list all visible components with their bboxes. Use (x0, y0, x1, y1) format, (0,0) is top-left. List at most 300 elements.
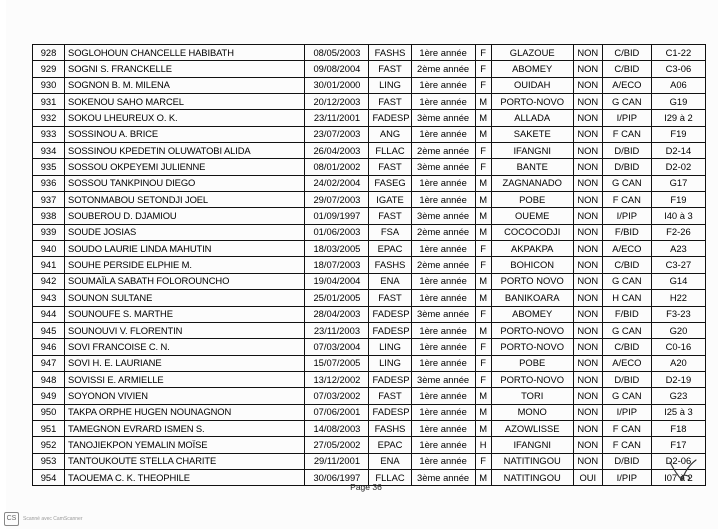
room-block-cell: D/BID (602, 143, 651, 159)
origin-city-cell: BANTE (491, 159, 573, 175)
birth-date-cell: 30/01/2000 (305, 77, 369, 93)
room-code-cell: C1-22 (651, 45, 705, 61)
birth-date-cell: 08/05/2003 (305, 45, 369, 61)
sex-cell: M (475, 175, 491, 191)
faculty-cell: FADESP (369, 306, 411, 322)
faculty-cell: EPAC (369, 437, 411, 453)
room-block-cell: F CAN (602, 420, 651, 436)
sex-cell: F (475, 143, 491, 159)
birth-date-cell: 26/04/2003 (305, 143, 369, 159)
status-flag-cell: NON (573, 77, 602, 93)
room-block-cell: G CAN (602, 273, 651, 289)
sex-cell: F (475, 45, 491, 61)
scanner-watermark (4, 512, 82, 526)
row-number-cell: 936 (33, 175, 65, 191)
row-number-cell: 953 (33, 453, 65, 469)
student-name-cell: SOKOU LHEUREUX O. K. (65, 110, 305, 126)
sex-cell: F (475, 159, 491, 175)
room-code-cell: I29 à 2 (651, 110, 705, 126)
table-row (33, 94, 706, 110)
study-year-cell: 2ème année (411, 61, 475, 77)
table-row (33, 110, 706, 126)
student-name-cell: SOVI FRANCOISE C. N. (65, 339, 305, 355)
birth-date-cell: 07/03/2004 (305, 339, 369, 355)
faculty-cell: ENA (369, 453, 411, 469)
faculty-cell: FSA (369, 224, 411, 240)
birth-date-cell: 23/11/2003 (305, 322, 369, 338)
status-flag-cell: NON (573, 208, 602, 224)
room-block-cell: I/PIP (602, 469, 651, 485)
study-year-cell: 1ère année (411, 290, 475, 306)
study-year-cell: 1ère année (411, 94, 475, 110)
birth-date-cell: 30/06/1997 (305, 469, 369, 485)
study-year-cell: 2ème année (411, 224, 475, 240)
faculty-cell: FAST (369, 208, 411, 224)
table-row (33, 355, 706, 371)
sex-cell: M (475, 420, 491, 436)
status-flag-cell: NON (573, 420, 602, 436)
study-year-cell: 3ème année (411, 371, 475, 387)
sex-cell: M (475, 126, 491, 142)
room-block-cell: H CAN (602, 290, 651, 306)
origin-city-cell: MONO (491, 404, 573, 420)
faculty-cell: FASHS (369, 257, 411, 273)
room-code-cell: G17 (651, 175, 705, 191)
student-name-cell: SOYONON VIVIEN (65, 388, 305, 404)
room-block-cell: F CAN (602, 192, 651, 208)
sex-cell: M (475, 290, 491, 306)
status-flag-cell: NON (573, 306, 602, 322)
row-number-cell: 937 (33, 192, 65, 208)
table-row (33, 241, 706, 257)
student-name-cell: TAMEGNON EVRARD ISMEN S. (65, 420, 305, 436)
origin-city-cell: BANIKOARA (491, 290, 573, 306)
room-block-cell: I/PIP (602, 110, 651, 126)
birth-date-cell: 25/01/2005 (305, 290, 369, 306)
student-name-cell: SOSSINOU KPEDETIN OLUWATOBI ALIDA (65, 143, 305, 159)
origin-city-cell: SAKETE (491, 126, 573, 142)
student-name-cell: SOSSINOU A. BRICE (65, 126, 305, 142)
room-block-cell: C/BID (602, 61, 651, 77)
room-code-cell: F2-26 (651, 224, 705, 240)
row-number-cell: 954 (33, 469, 65, 485)
student-name-cell: SOUBEROU D. DJAMIOU (65, 208, 305, 224)
origin-city-cell: NATITINGOU (491, 453, 573, 469)
room-code-cell: I40 à 3 (651, 208, 705, 224)
faculty-cell: IGATE (369, 192, 411, 208)
student-name-cell: SOGNON B. M. MILENA (65, 77, 305, 93)
status-flag-cell: NON (573, 94, 602, 110)
row-number-cell: 935 (33, 159, 65, 175)
study-year-cell: 3ème année (411, 306, 475, 322)
student-name-cell: SOUHE PERSIDE ELPHIE M. (65, 257, 305, 273)
faculty-cell: FAST (369, 388, 411, 404)
faculty-cell: FADESP (369, 371, 411, 387)
row-number-cell: 931 (33, 94, 65, 110)
origin-city-cell: COCOCODJI (491, 224, 573, 240)
row-number-cell: 948 (33, 371, 65, 387)
study-year-cell: 1ère année (411, 241, 475, 257)
room-code-cell: I07 à 2 (651, 469, 705, 485)
table-row (33, 45, 706, 61)
status-flag-cell: OUI (573, 469, 602, 485)
sex-cell: M (475, 94, 491, 110)
status-flag-cell: NON (573, 437, 602, 453)
origin-city-cell: POBE (491, 192, 573, 208)
room-code-cell: I25 à 3 (651, 404, 705, 420)
birth-date-cell: 09/08/2004 (305, 61, 369, 77)
origin-city-cell: PORTO-NOVO (491, 371, 573, 387)
origin-city-cell: PORTO-NOVO (491, 339, 573, 355)
room-code-cell: H22 (651, 290, 705, 306)
row-number-cell: 939 (33, 224, 65, 240)
student-name-cell: SOGNI S. FRANCKELLE (65, 61, 305, 77)
status-flag-cell: NON (573, 175, 602, 191)
student-name-cell: SOTONMABOU SETONDJI JOEL (65, 192, 305, 208)
sex-cell: M (475, 404, 491, 420)
origin-city-cell: OUEME (491, 208, 573, 224)
student-name-cell: TANOJIEKPON YEMALIN MOÏSE (65, 437, 305, 453)
origin-city-cell: AZOWLISSE (491, 420, 573, 436)
study-year-cell: 1ère année (411, 273, 475, 289)
room-code-cell: C0-16 (651, 339, 705, 355)
student-name-cell: TANTOUKOUTE STELLA CHARITE (65, 453, 305, 469)
origin-city-cell: ABOMEY (491, 306, 573, 322)
status-flag-cell: NON (573, 159, 602, 175)
room-block-cell: D/BID (602, 453, 651, 469)
birth-date-cell: 01/09/1997 (305, 208, 369, 224)
status-flag-cell: NON (573, 126, 602, 142)
room-block-cell: F CAN (602, 437, 651, 453)
birth-date-cell: 29/11/2001 (305, 453, 369, 469)
study-year-cell: 1ère année (411, 126, 475, 142)
sex-cell: M (475, 388, 491, 404)
table-row (33, 290, 706, 306)
sex-cell: F (475, 257, 491, 273)
table-row (33, 322, 706, 338)
birth-date-cell: 29/07/2003 (305, 192, 369, 208)
faculty-cell: LING (369, 339, 411, 355)
table-row (33, 388, 706, 404)
student-name-cell: SOSSOU OKPEYEMI JULIENNE (65, 159, 305, 175)
status-flag-cell: NON (573, 371, 602, 387)
table-row (33, 273, 706, 289)
study-year-cell: 3ème année (411, 469, 475, 485)
faculty-cell: LING (369, 355, 411, 371)
origin-city-cell: ZAGNANADO (491, 175, 573, 191)
faculty-cell: FAST (369, 290, 411, 306)
student-name-cell: SOUNOUVI V. FLORENTIN (65, 322, 305, 338)
faculty-cell: LING (369, 77, 411, 93)
birth-date-cell: 23/11/2001 (305, 110, 369, 126)
birth-date-cell: 18/03/2005 (305, 241, 369, 257)
room-block-cell: F/BID (602, 306, 651, 322)
room-block-cell: C/BID (602, 45, 651, 61)
study-year-cell: 1ère année (411, 322, 475, 338)
study-year-cell: 2ème année (411, 257, 475, 273)
study-year-cell: 1ère année (411, 192, 475, 208)
room-code-cell: G23 (651, 388, 705, 404)
room-block-cell: G CAN (602, 94, 651, 110)
origin-city-cell: TORI (491, 388, 573, 404)
table-row (33, 339, 706, 355)
table-row (33, 159, 706, 175)
study-year-cell: 1ère année (411, 437, 475, 453)
row-number-cell: 940 (33, 241, 65, 257)
birth-date-cell: 20/12/2003 (305, 94, 369, 110)
table-row (33, 420, 706, 436)
status-flag-cell: NON (573, 322, 602, 338)
birth-date-cell: 01/06/2003 (305, 224, 369, 240)
birth-date-cell: 15/07/2005 (305, 355, 369, 371)
room-block-cell: G CAN (602, 175, 651, 191)
sex-cell: M (475, 224, 491, 240)
sex-cell: M (475, 469, 491, 485)
page-number: Page 36 (350, 482, 382, 492)
origin-city-cell: NATITINGOU (491, 469, 573, 485)
row-number-cell: 951 (33, 420, 65, 436)
sex-cell: F (475, 355, 491, 371)
room-code-cell: F17 (651, 437, 705, 453)
room-code-cell: D2-02 (651, 159, 705, 175)
status-flag-cell: NON (573, 388, 602, 404)
birth-date-cell: 27/05/2002 (305, 437, 369, 453)
faculty-cell: FAST (369, 159, 411, 175)
faculty-cell: FAST (369, 94, 411, 110)
table-row (33, 208, 706, 224)
sex-cell: M (475, 273, 491, 289)
origin-city-cell: PORTO-NOVO (491, 322, 573, 338)
signature-mark (666, 452, 700, 486)
sex-cell: F (475, 339, 491, 355)
student-name-cell: TAKPA ORPHE HUGEN NOUNAGNON (65, 404, 305, 420)
row-number-cell: 934 (33, 143, 65, 159)
table-row (33, 192, 706, 208)
table-row (33, 306, 706, 322)
status-flag-cell: NON (573, 224, 602, 240)
table-body (33, 45, 706, 486)
status-flag-cell: NON (573, 355, 602, 371)
faculty-cell: FLLAC (369, 143, 411, 159)
sex-cell: H (475, 437, 491, 453)
faculty-cell: EPAC (369, 241, 411, 257)
room-code-cell: C3-06 (651, 61, 705, 77)
student-name-cell: TAOUEMA C. K. THEOPHILE (65, 469, 305, 485)
room-code-cell: G19 (651, 94, 705, 110)
room-code-cell: A20 (651, 355, 705, 371)
room-code-cell: A23 (651, 241, 705, 257)
study-year-cell: 1ère année (411, 420, 475, 436)
sex-cell: M (475, 110, 491, 126)
room-block-cell: D/BID (602, 159, 651, 175)
status-flag-cell: NON (573, 192, 602, 208)
sex-cell: M (475, 208, 491, 224)
row-number-cell: 952 (33, 437, 65, 453)
row-number-cell: 930 (33, 77, 65, 93)
birth-date-cell: 07/06/2001 (305, 404, 369, 420)
status-flag-cell: NON (573, 61, 602, 77)
room-code-cell: C3-27 (651, 257, 705, 273)
status-flag-cell: NON (573, 404, 602, 420)
origin-city-cell: GLAZOUE (491, 45, 573, 61)
status-flag-cell: NON (573, 290, 602, 306)
sex-cell: F (475, 306, 491, 322)
row-number-cell: 942 (33, 273, 65, 289)
table-row (33, 61, 706, 77)
room-code-cell: F18 (651, 420, 705, 436)
row-number-cell: 944 (33, 306, 65, 322)
room-code-cell: G14 (651, 273, 705, 289)
birth-date-cell: 18/07/2003 (305, 257, 369, 273)
table-row (33, 257, 706, 273)
origin-city-cell: BOHICON (491, 257, 573, 273)
sex-cell: F (475, 77, 491, 93)
room-code-cell: G20 (651, 322, 705, 338)
student-name-cell: SOGLOHOUN CHANCELLE HABIBATH (65, 45, 305, 61)
birth-date-cell: 13/12/2002 (305, 371, 369, 387)
origin-city-cell: POBE (491, 355, 573, 371)
faculty-cell: FASHS (369, 45, 411, 61)
origin-city-cell: PORTO NOVO (491, 273, 573, 289)
table-row (33, 404, 706, 420)
table-row (33, 77, 706, 93)
study-year-cell: 2ème année (411, 143, 475, 159)
student-name-cell: SOVISSI E. ARMIELLE (65, 371, 305, 387)
room-block-cell: G CAN (602, 322, 651, 338)
row-number-cell: 932 (33, 110, 65, 126)
status-flag-cell: NON (573, 241, 602, 257)
row-number-cell: 941 (33, 257, 65, 273)
faculty-cell: FADESP (369, 404, 411, 420)
scanner-text: Scanné avec CamScanner (23, 516, 83, 522)
faculty-cell: FADESP (369, 110, 411, 126)
room-code-cell: F3-23 (651, 306, 705, 322)
status-flag-cell: NON (573, 110, 602, 126)
status-flag-cell: NON (573, 257, 602, 273)
student-name-cell: SOVI H. E. LAURIANE (65, 355, 305, 371)
birth-date-cell: 14/08/2003 (305, 420, 369, 436)
study-year-cell: 1ère année (411, 404, 475, 420)
camscanner-icon: CS (4, 512, 19, 526)
student-name-cell: SOUNOUFE S. MARTHE (65, 306, 305, 322)
study-year-cell: 1ère année (411, 388, 475, 404)
origin-city-cell: IFANGNI (491, 437, 573, 453)
row-number-cell: 945 (33, 322, 65, 338)
origin-city-cell: AKPAKPA (491, 241, 573, 257)
row-number-cell: 928 (33, 45, 65, 61)
faculty-cell: FASHS (369, 420, 411, 436)
sex-cell: F (475, 371, 491, 387)
faculty-cell: FAST (369, 61, 411, 77)
study-year-cell: 1ère année (411, 45, 475, 61)
room-block-cell: A/ECO (602, 355, 651, 371)
room-block-cell: C/BID (602, 339, 651, 355)
birth-date-cell: 19/04/2004 (305, 273, 369, 289)
status-flag-cell: NON (573, 143, 602, 159)
document-page (6, 0, 718, 529)
row-number-cell: 933 (33, 126, 65, 142)
room-code-cell: D2-19 (651, 371, 705, 387)
study-year-cell: 3ème année (411, 159, 475, 175)
student-name-cell: SOUDO LAURIE LINDA MAHUTIN (65, 241, 305, 257)
faculty-cell: FLLAC (369, 469, 411, 485)
table-row (33, 224, 706, 240)
table-row (33, 437, 706, 453)
sex-cell: F (475, 61, 491, 77)
study-year-cell: 1ère année (411, 175, 475, 191)
faculty-cell: FADESP (369, 322, 411, 338)
sex-cell: F (475, 241, 491, 257)
room-block-cell: C/BID (602, 257, 651, 273)
study-year-cell: 1ère année (411, 355, 475, 371)
table-row (33, 126, 706, 142)
sex-cell: F (475, 453, 491, 469)
student-name-cell: SOSSOU TANKPINOU DIEGO (65, 175, 305, 191)
student-name-cell: SOUDE JOSIAS (65, 224, 305, 240)
row-number-cell: 946 (33, 339, 65, 355)
row-number-cell: 929 (33, 61, 65, 77)
table-row (33, 143, 706, 159)
status-flag-cell: NON (573, 273, 602, 289)
table-row (33, 453, 706, 469)
room-code-cell: F19 (651, 126, 705, 142)
faculty-cell: ENA (369, 273, 411, 289)
origin-city-cell: PORTO-NOVO (491, 94, 573, 110)
study-year-cell: 1ère année (411, 339, 475, 355)
birth-date-cell: 24/02/2004 (305, 175, 369, 191)
birth-date-cell: 07/03/2002 (305, 388, 369, 404)
student-name-cell: SOKENOU SAHO MARCEL (65, 94, 305, 110)
origin-city-cell: OUIDAH (491, 77, 573, 93)
table-row (33, 175, 706, 191)
study-year-cell: 1ère année (411, 453, 475, 469)
row-number-cell: 947 (33, 355, 65, 371)
student-name-cell: SOUNON SULTANE (65, 290, 305, 306)
study-year-cell: 3ème année (411, 208, 475, 224)
origin-city-cell: IFANGNI (491, 143, 573, 159)
origin-city-cell: ABOMEY (491, 61, 573, 77)
room-block-cell: A/ECO (602, 241, 651, 257)
room-block-cell: I/PIP (602, 208, 651, 224)
origin-city-cell: ALLADA (491, 110, 573, 126)
room-block-cell: G CAN (602, 388, 651, 404)
faculty-cell: ANG (369, 126, 411, 142)
birth-date-cell: 08/01/2002 (305, 159, 369, 175)
status-flag-cell: NON (573, 45, 602, 61)
room-block-cell: D/BID (602, 371, 651, 387)
sex-cell: M (475, 322, 491, 338)
student-table (32, 44, 706, 486)
row-number-cell: 950 (33, 404, 65, 420)
room-code-cell: F19 (651, 192, 705, 208)
room-code-cell: A06 (651, 77, 705, 93)
table-row (33, 371, 706, 387)
birth-date-cell: 23/07/2003 (305, 126, 369, 142)
study-year-cell: 1ère année (411, 77, 475, 93)
study-year-cell: 3ème année (411, 110, 475, 126)
room-block-cell: F/BID (602, 224, 651, 240)
sex-cell: M (475, 192, 491, 208)
room-code-cell: D2-14 (651, 143, 705, 159)
student-name-cell: SOUMAÏLA SABATH FOLOROUNCHO (65, 273, 305, 289)
birth-date-cell: 28/04/2003 (305, 306, 369, 322)
room-code-cell: D2-06 (651, 453, 705, 469)
room-block-cell: A/ECO (602, 77, 651, 93)
room-block-cell: F CAN (602, 126, 651, 142)
row-number-cell: 949 (33, 388, 65, 404)
status-flag-cell: NON (573, 339, 602, 355)
row-number-cell: 943 (33, 290, 65, 306)
